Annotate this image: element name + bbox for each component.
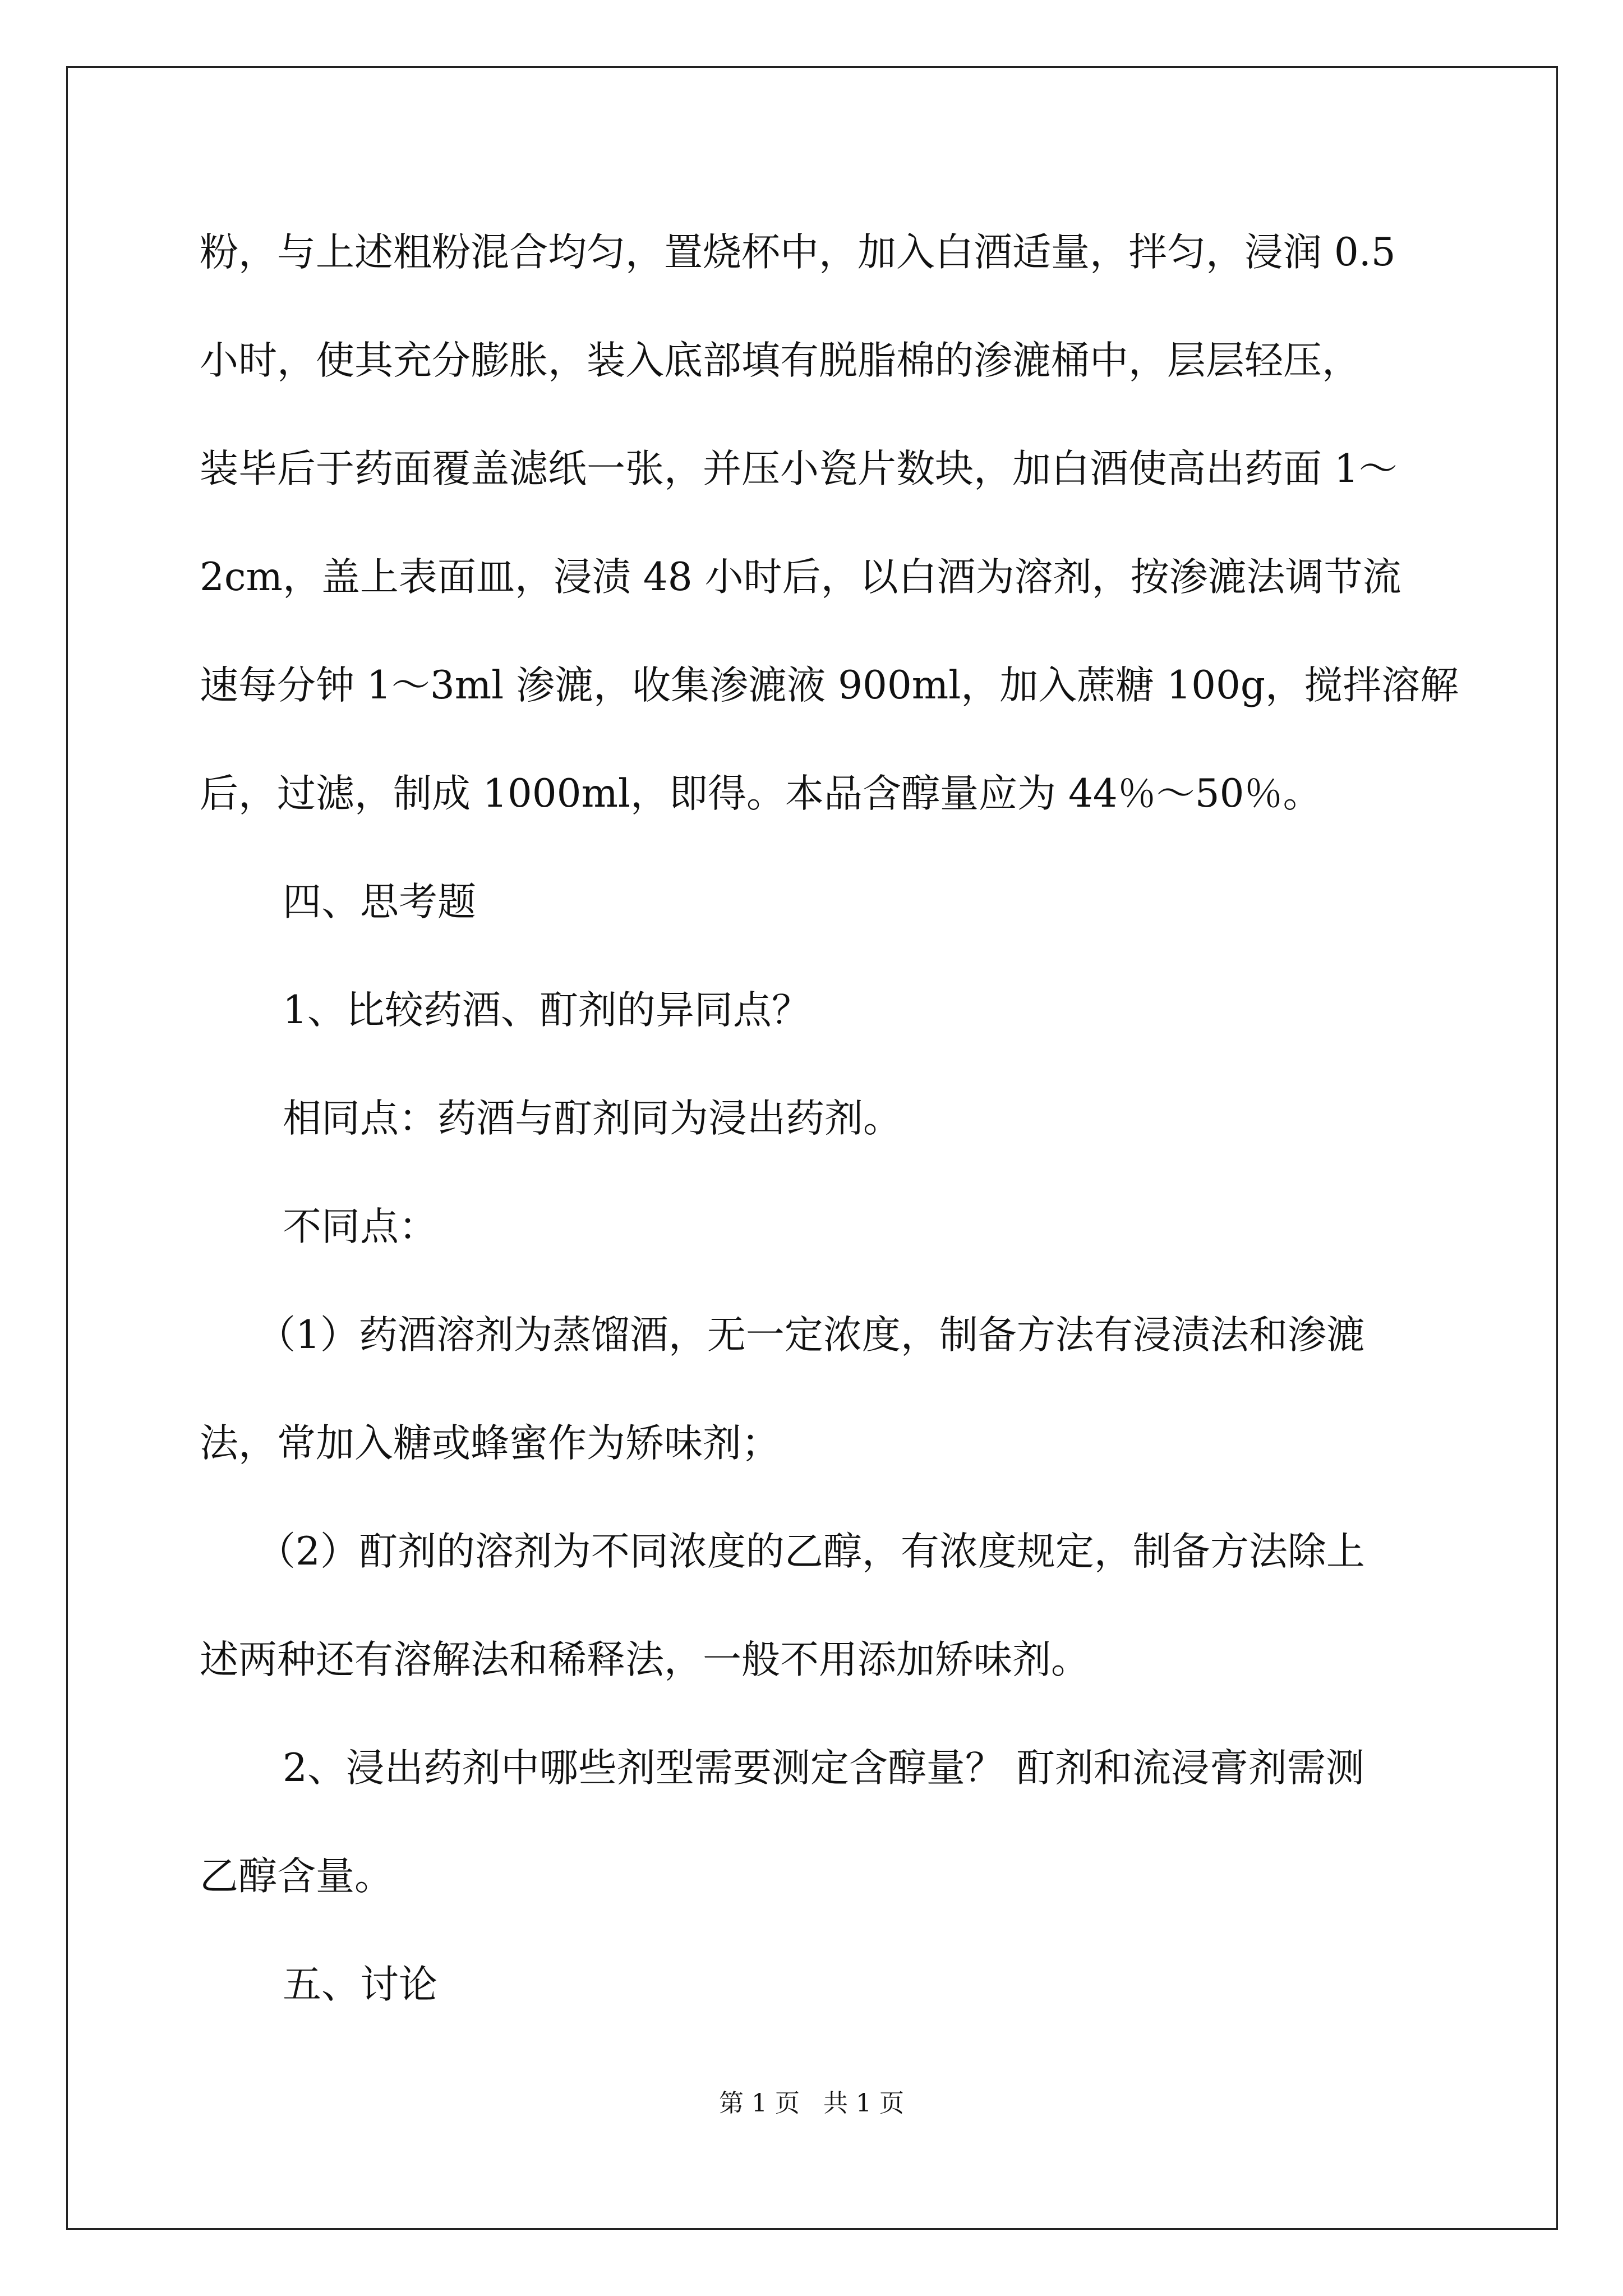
- paragraph-line: 述两种还有溶解法和稀释法，一般不用添加矫味剂。: [200, 1637, 1090, 1682]
- paragraph-line: 粉，与上述粗粉混合均匀，置烧杯中，加入白酒适量，拌匀，浸润 0.5: [200, 230, 1396, 275]
- section-heading: 四、思考题: [283, 880, 476, 924]
- paragraph-line: 后，过滤，制成 1000ml，即得。本品含醇量应为 44％～50％。: [200, 771, 1322, 816]
- question-heading: 2、浸出药剂中哪些剂型需要测定含醇量？ 酊剂和流浸膏剂需测: [283, 1746, 1364, 1791]
- paragraph-line: 相同点：药酒与酊剂同为浸出药剂。: [283, 1096, 902, 1141]
- paragraph-line: 不同点：: [283, 1204, 437, 1249]
- page-total: 共 1 页: [823, 2089, 904, 2118]
- paragraph-line: 小时，使其充分膨胀，装入底部填有脱脂棉的渗漉桶中，层层轻压，: [200, 338, 1361, 383]
- paragraph-line: 装毕后于药面覆盖滤纸一张，并压小瓷片数块，加白酒使高出药面 1～: [200, 447, 1398, 491]
- list-item-line: （2）酊剂的溶剂为不同浓度的乙醇，有浓度规定，制备方法除上: [257, 1529, 1365, 1574]
- page-number: 第 1 页: [719, 2089, 800, 2118]
- paragraph-line: 法，常加入糖或蜂蜜作为矫味剂；: [200, 1421, 780, 1466]
- list-item-line: （1）药酒溶剂为蒸馏酒，无一定浓度，制备方法有浸渍法和渗漉: [257, 1313, 1365, 1358]
- paragraph-line: 乙醇含量。: [200, 1854, 393, 1899]
- section-heading: 五、讨论: [283, 1962, 437, 2007]
- page-footer: [0, 2087, 1623, 2120]
- question-heading: 1、比较药酒、酊剂的异同点？: [283, 988, 810, 1033]
- paragraph-line: 2cm，盖上表面皿，浸渍 48 小时后，以白酒为溶剂，按渗漉法调节流: [200, 555, 1401, 600]
- paragraph-line: 速每分钟 1～3ml 渗漉，收集渗漉液 900ml，加入蔗糖 100g，搅拌溶解: [200, 663, 1459, 708]
